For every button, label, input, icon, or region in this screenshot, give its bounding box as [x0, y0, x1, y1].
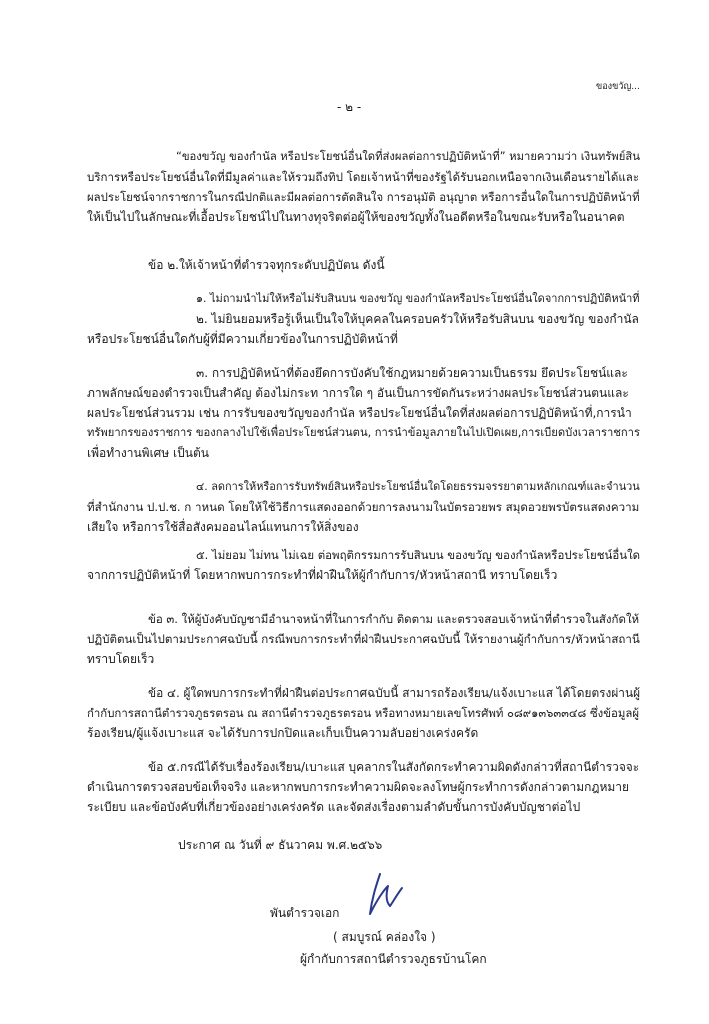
paragraph-line: กำกับการสถานีตำรวจภูธรตรอน ณ สถานีตำรวจภูธรตรอน หรือทางหมายเลขโทรศัพท์ ๐๘๙๑๓๖๓๓๔๘ ซึ่งข้อมูลผู้: [87, 706, 640, 720]
paragraph-line: ข้อ ๓. ให้ผู้บังคับบัญชามีอำนาจหน้าที่ในการกำกับ ติดตาม และตรวจสอบเจ้าหน้าที่ตำรวจในสังกัดให้: [148, 612, 640, 626]
paragraph-line: ที่สำนักงาน ป.ป.ช. ก าหนด โดยให้ใช้วิธีการแสดงออกด้วยการลงนามในบัตรอวยพร สมุดอวยพรบัตรแสดงความ: [87, 500, 640, 514]
paragraph-line: ๒. ไม่ยินยอมหรือรู้เห็นเป็นใจให้บุคคลในครอบครัวให้หรือรับสินบน ของขวัญ ของกำนัล: [196, 312, 639, 326]
paragraph-line: ๓. การปฏิบัติหน้าที่ต้องยึดการบังคับใช้กฎหมายด้วยความเป็นธรรม ยึดประโยชน์และ: [196, 366, 628, 380]
paragraph-line: ๑. ไม่ถามนำไม่ให้หรือไม่รับสินบน ของขวัญ ของกำนัลหรือประโยชน์อื่นใดจากการปฏิบัติหน้าที่: [196, 292, 640, 305]
paragraph-line: บริการหรือประโยชน์อื่นใดที่มีมูลค่าและให้รวมถึงทิป โดยเจ้าหน้าที่ของรัฐได้รับนอกเหนือจากเงินเดือนรายได้และ: [87, 170, 640, 184]
paragraph-line: จากการปฏิบัติหน้าที่ โดยหากพบการกระทำที่ฝ่าฝืนให้ผู้กำกับการ/หัวหน้าสถานี ทราบโดยเร็ว: [87, 568, 558, 582]
paragraph-line: ๔. ลดการให้หรือการรับทรัพย์สินหรือประโยชน์อื่นใดโดยธรรมจรรยาตามหลักเกณฑ์และจำนวน: [196, 480, 640, 493]
continuation-marker: ของขวัญ...: [596, 82, 640, 92]
paragraph-line: ระเบียบ และข้อบังคับที่เกี่ยวข้องอย่างเคร่งครัด และจัดส่งเรื่องตามลำดับขั้นการบังคับบัญชาต่อไป: [87, 800, 581, 814]
page-number: - ๒ -: [337, 100, 362, 114]
paragraph-line: เสียใจ หรือการใช้สื่อสังคมออนไลน์แทนการให้สิ่งของ: [87, 520, 359, 534]
paragraph-line: ให้เป็นไปในลักษณะที่เอื้อประโยชน์ไปในทางทุจริตต่อผู้ให้ของขวัญทั้งในอดีตหรือในขณะรับหรือในอนาคต: [87, 210, 625, 224]
paragraph-line: ภาพลักษณ์ของตำรวจเป็นสำคัญ ต้องไม่กระท าการใด ๆ อันเป็นการขัดกันระหว่างผลประโยชน์ส่วนตนและ: [87, 386, 629, 400]
paragraph-line: ดำเนินการตรวจสอบข้อเท็จจริง และหากพบการกระทำความผิดจะลงโทษผู้กระทำการดังกล่าวตามกฎหมาย: [87, 780, 630, 794]
paragraph-line: ทราบโดยเร็ว: [87, 652, 155, 666]
signatory-position: ผู้กำกับการสถานีตำรวจภูธรบ้านโคก: [300, 952, 487, 966]
paragraph-line: ร้องเรียน/ผู้แจ้งเบาะแส จะได้รับการปกปิดและเก็บเป็นความลับอย่างเคร่งครัด: [87, 726, 479, 740]
announcement-date: ประกาศ ณ วันที่ ๙ ธันวาคม พ.ศ.๒๕๖๖: [178, 838, 383, 852]
signatory-name: ( สมบูรณ์ คล่องใจ ): [333, 930, 436, 944]
handwritten-signature: [360, 872, 406, 918]
paragraph-line: ทรัพยากรของราชการ ของกลางไปใช้เพื่อประโยชน์ส่วนตน, การนำข้อมูลภายในไปเปิดเผย,การเบียดบังเวลาราชการ: [87, 426, 640, 439]
clause-2-heading: ข้อ ๒.ให้เจ้าหน้าที่ตำรวจทุกระดับปฏิบัตน ดังนี้: [148, 258, 385, 272]
paragraph-line: ผลประโยชน์ส่วนรวม เช่น การรับของขวัญของกำนัล หรือประโยชน์อื่นใดที่ส่งผลต่อการปฏิบัติหน้าที่,การนำ: [87, 406, 632, 420]
signatory-rank: พันตำรวจเอก: [270, 906, 340, 920]
paragraph-line: ๕. ไม่ยอม ไม่ทน ไม่เฉย ต่อพฤติกรรมการรับสินบน ของขวัญ ของกำนัลหรือประโยชน์อื่นใด: [196, 548, 641, 562]
paragraph-line: “ของขวัญ ของกำนัล หรือประโยชน์อื่นใดที่ส่งผลต่อการปฏิบัติหน้าที่” หมายความว่า เงินทรัพย์สิน: [176, 150, 640, 163]
paragraph-line: ปฏิบัติตนเป็นไปตามประกาศฉบับนี้ กรณีพบการกระทำที่ฝ่าฝืนประกาศฉบับนี้ ให้รายงานผู้กำกับการ/หัวหน้าสถานี: [87, 632, 640, 646]
paragraph-line: ข้อ ๕.กรณีได้รับเรื่องร้องเรียน/เบาะแส บุคลากรในสังกัดกระทำความผิดดังกล่าวที่สถานีตำรวจจะ: [148, 760, 640, 774]
paragraph-line: ผลประโยชน์จากราชการในกรณีปกติและมีผลต่อการตัดสินใจ การอนุมัติ อนุญาต หรือการอื่นใดในการปฏิบัติหน้าที่: [87, 190, 640, 204]
paragraph-line: เพื่อทำงานพิเศษ เป็นต้น: [87, 446, 209, 460]
paragraph-line: หรือประโยชน์อื่นใดกับผู้ที่มีความเกี่ยวข้องในการปฏิบัติหน้าที่: [87, 332, 398, 346]
paragraph-line: ข้อ ๔. ผู้ใดพบการกระทำที่ฝ่าฝืนต่อประกาศฉบับนี้ สามารถร้องเรียน/แจ้งเบาะแส ได้โดยตรงผ่านผู้: [148, 686, 641, 700]
